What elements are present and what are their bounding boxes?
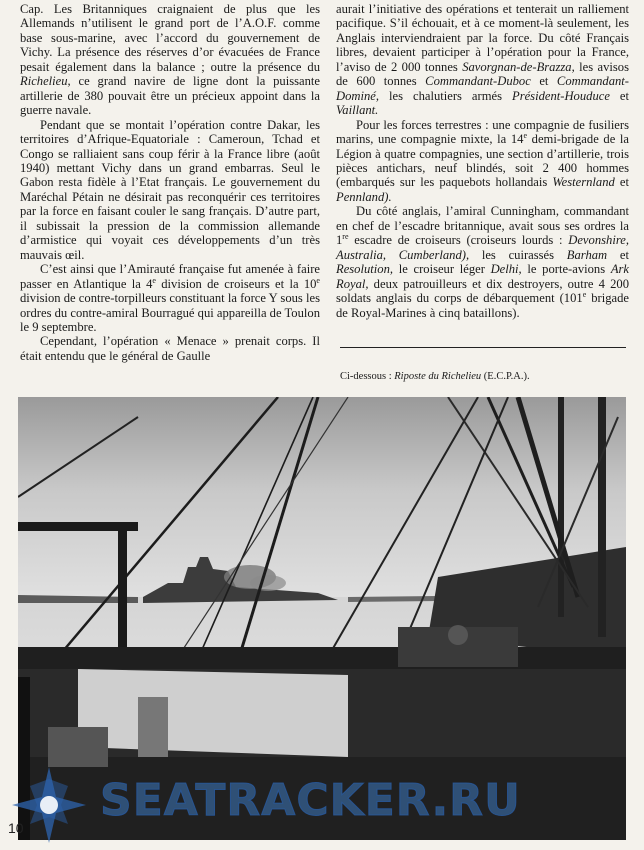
superscript: e: [523, 130, 528, 140]
italic-run: Savorgnan-de-Brazza,: [462, 59, 575, 74]
text-run: escadre de croiseurs (croiseurs lourds :: [348, 233, 569, 248]
text-run: aurait l’initiative des opérations et tenterait un ralliement pacifique. S’il échouait, et à ce moment-là seulement, les Anglais interviendraient par la force. Du côté Français libres, devaient participer à l’opération pour la France, l’aviso de 2 000 tonnes: [336, 2, 629, 74]
photo-caption: [340, 370, 530, 383]
text-run: et: [607, 247, 629, 262]
text-run: deux patrouilleurs et dix destroyers, outre 4 200 soldats anglais du corps de débarquement (101: [336, 276, 629, 306]
superscript: e: [582, 289, 587, 299]
text-run: le porte-avions: [521, 262, 611, 277]
text-run: division de croiseurs et la 10: [155, 276, 317, 291]
text-run: les chalutiers armés: [379, 88, 512, 103]
italic-run: Commandant-Duboc: [425, 74, 531, 89]
text-run: Cependant, l’opération « Menace » prenait corps. Il était entendu que le général de Gaulle: [20, 334, 320, 363]
right-text-column: [336, 2, 629, 320]
paragraph: [20, 2, 320, 118]
italic-run: Delhi,: [490, 262, 522, 277]
harbor-photo-illustration: [18, 397, 626, 840]
italic-run: Commandant-Dominé,: [336, 74, 629, 103]
paragraph: [20, 118, 320, 263]
superscript: e: [152, 275, 156, 285]
left-text-column: [20, 2, 320, 363]
caption-credit: (E.C.P.A.).: [481, 371, 530, 382]
paragraph: [336, 204, 629, 320]
page-number: 10: [8, 820, 24, 836]
paragraph: [20, 262, 320, 334]
italic-run: Pennland).: [336, 189, 392, 204]
text-run: et: [530, 74, 557, 89]
text-run: division de contre-torpilleurs constituant la force Y sous les ordres du contre-amiral Bourragué qui appareilla de Toulon le 9 septembre.: [20, 291, 320, 334]
caption-rule: [340, 347, 626, 348]
paragraph: [336, 2, 629, 118]
italic-run: Vaillant.: [336, 103, 379, 118]
text-run: les cuirassés: [469, 247, 567, 262]
text-run: et: [609, 88, 629, 103]
caption-title: Riposte du Richelieu: [394, 371, 482, 382]
text-run: Cap. Les Britanniques craignaient de plus que les Allemands n’utilisent le grand port de l’A.O.F. comme base sous-marine, avec l’accord du gouvernement de Vichy. La présence des réserves d’or évacuées de France pesait également dans la balance ; outre la présence du: [20, 2, 320, 74]
italic-run: Devonshire, Australia, Cumberland),: [336, 233, 629, 262]
italic-run: Richelieu,: [20, 74, 71, 89]
text-run: Pour les forces terrestres : une compagnie de fusiliers marins, une compagnie mixte, la 14: [336, 117, 629, 147]
paragraph: [336, 118, 629, 205]
harbor-photo: [18, 397, 626, 840]
italic-run: Resolution,: [336, 262, 394, 277]
text-run: et: [614, 175, 629, 190]
text-run: brigade de Royal-Marines à cinq bataillons).: [336, 291, 629, 320]
paragraph: [20, 334, 320, 363]
superscript: re: [342, 232, 349, 242]
text-run: Du côté anglais, l’amiral Cunningham, commandant en chef de l’escadre britannique, avait sous ses ordres la 1: [336, 204, 629, 248]
text-run: C’est ainsi que l’Amirauté française fut amenée à faire passer en Atlantique la 4: [20, 262, 320, 291]
italic-run: Westernland: [552, 175, 615, 190]
caption-prefix: Ci-dessous :: [340, 371, 395, 382]
italic-run: Président-Houduce: [512, 88, 610, 103]
superscript: e: [316, 275, 320, 285]
text-run: ce grand navire de ligne dont la puissante artillerie de 380 pouvait être un précieux appoint dans la guerre navale.: [20, 74, 320, 118]
text-run: les avisos de 600 tonnes: [336, 59, 629, 89]
italic-run: Barham: [566, 247, 608, 262]
text-run: Pendant que se montait l’opération contre Dakar, les territoires d’Afrique-Equatoriale : Cameroun, Tchad et Congo se ralliaient sans coup férir à la France libre (août 1940) mettant Vichy dans un grand embarras. Seul le Gabon resta fidèle à l’Etat français. Le gouvernement du Maréchal Pétain ne désirait pas reconquérir ces territoires par la force en faisant couler le sang français. D’autre part, il subissait la pression de la commission allemande d’armistice qui voyait ces développements d’un très mauvais œil.: [20, 117, 320, 262]
watermark-text: SEATRACKER.RU: [100, 775, 521, 826]
text-run: le croiseur léger: [393, 262, 491, 277]
italic-run: Ark Royal,: [336, 262, 629, 291]
text-run: demi-brigade de la Légion à quatre compagnies, une section d’artillerie, trois pièces antichars, neuf blindés, soit 2 400 hommes (embarqués sur les paquebots hollandais: [336, 132, 629, 190]
